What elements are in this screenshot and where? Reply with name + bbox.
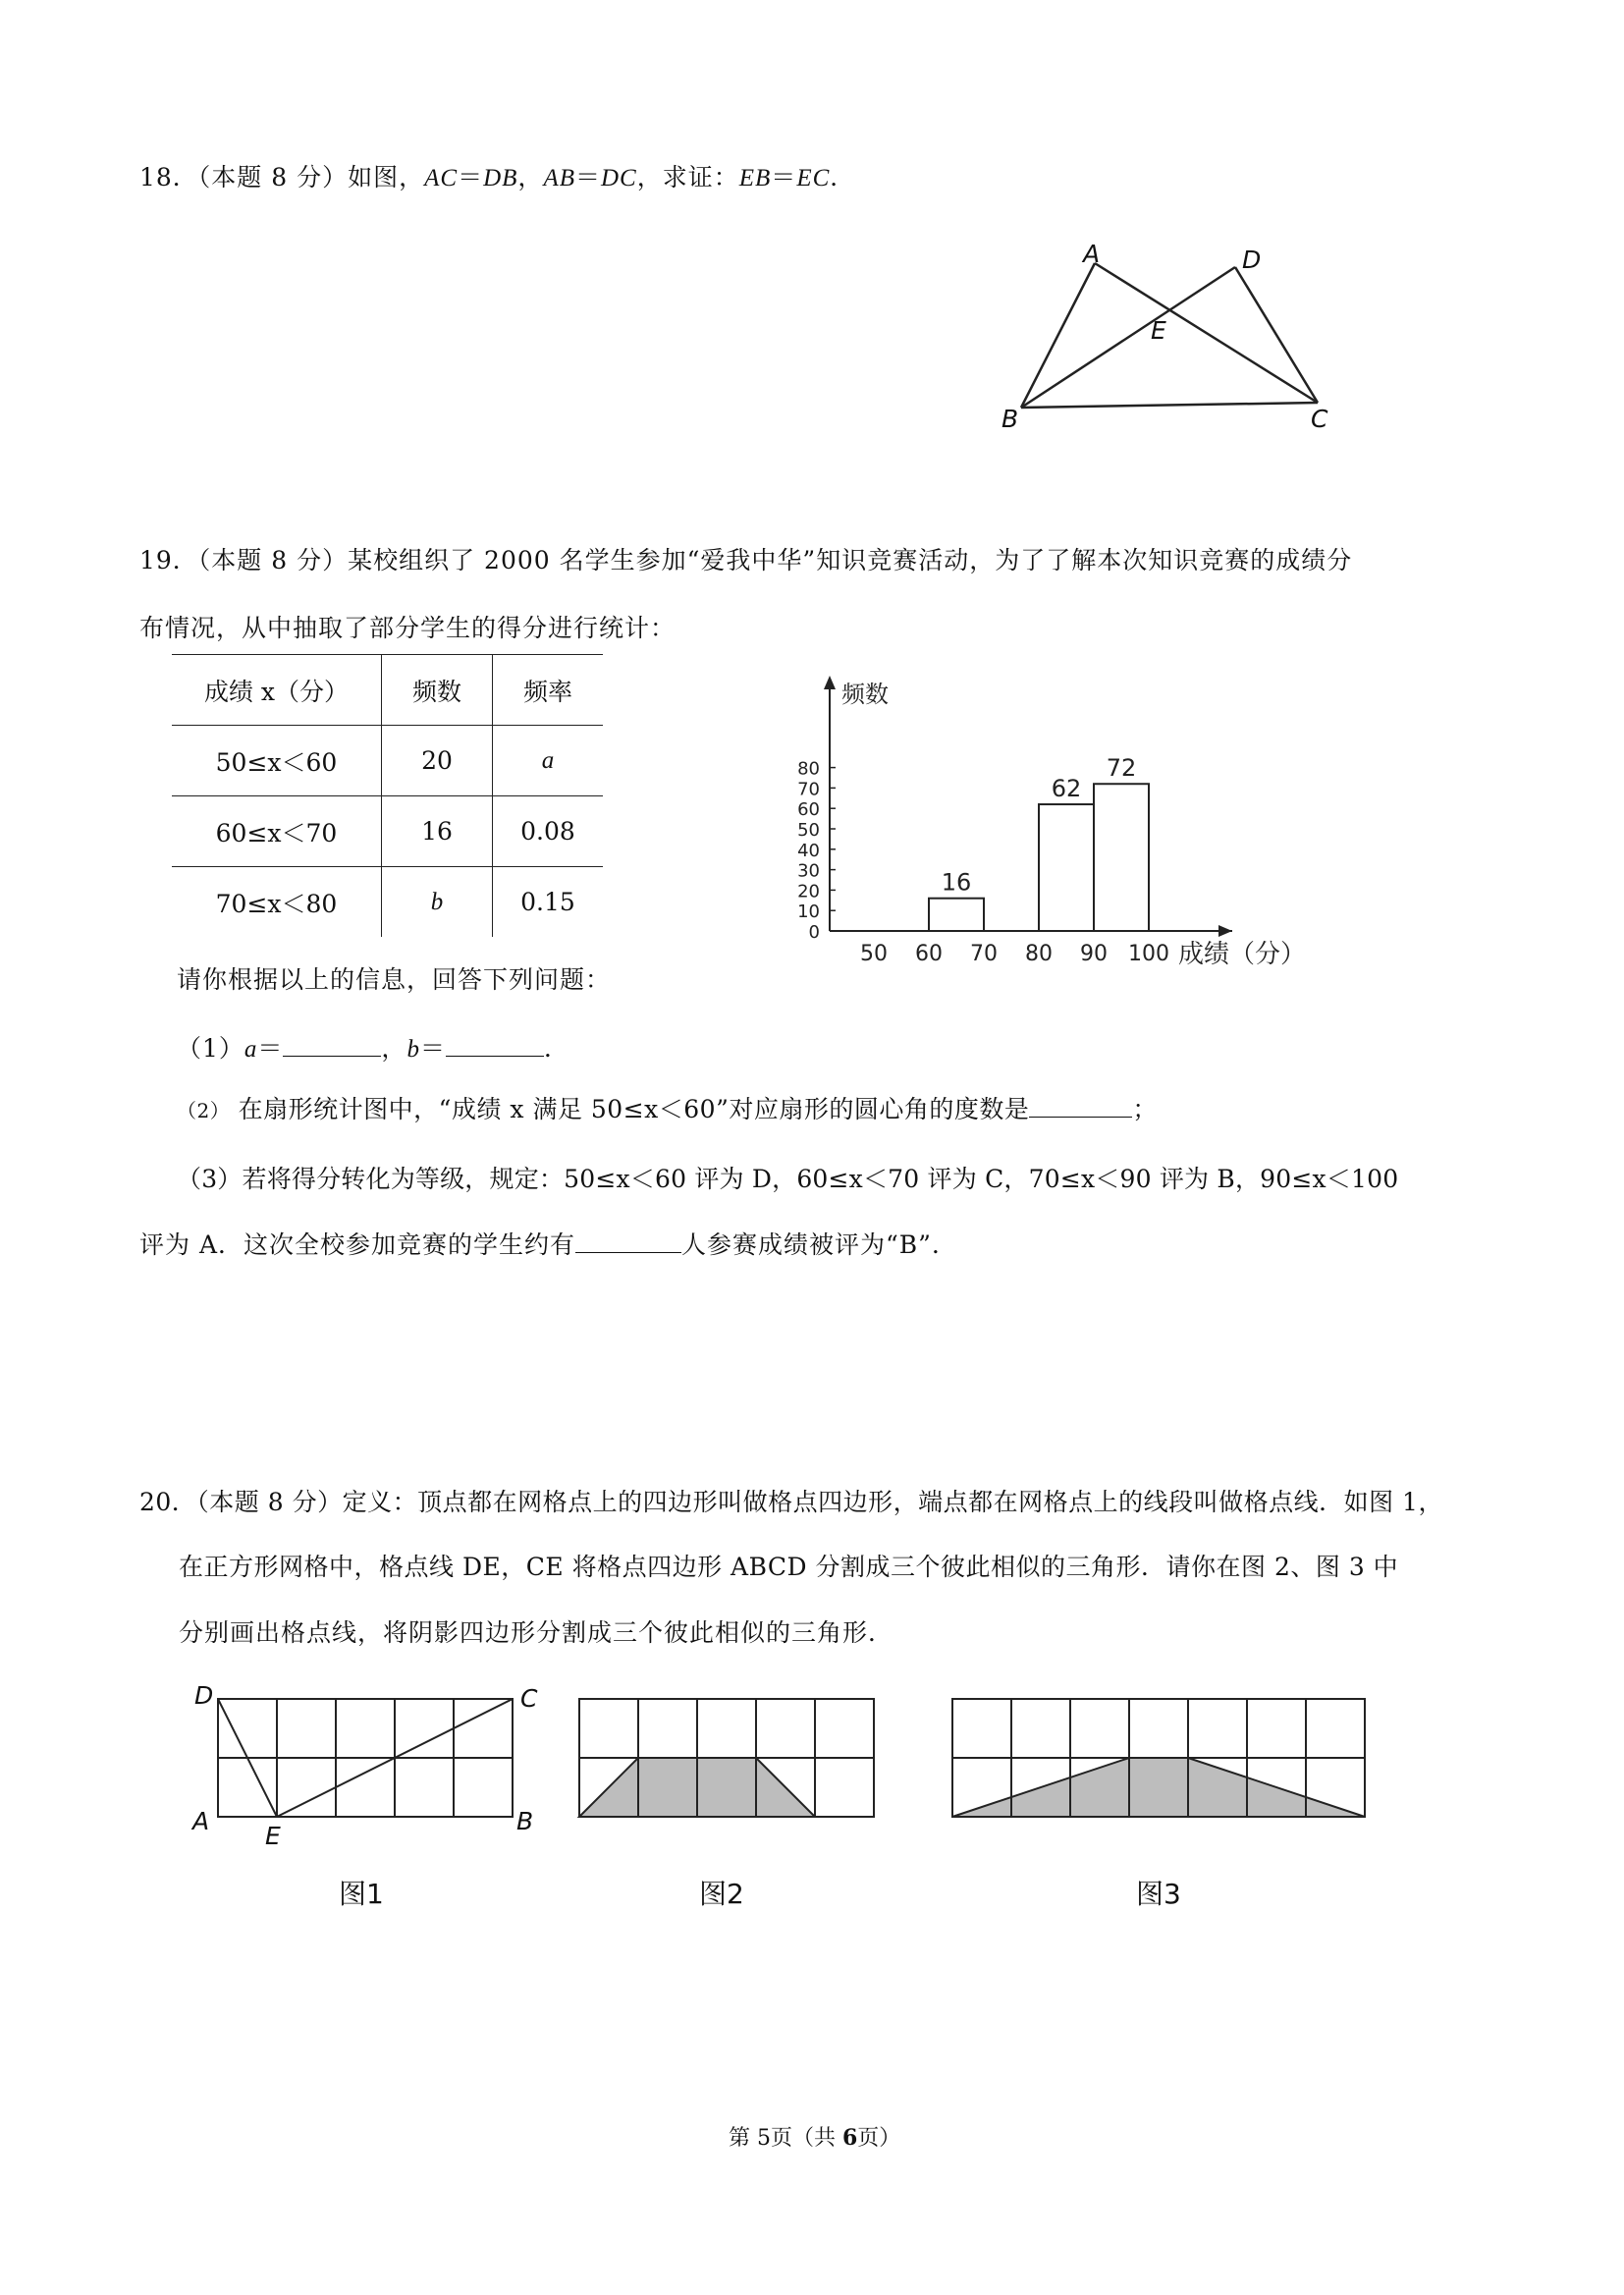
- footer-total-pages: 6: [841, 2125, 858, 2151]
- q18-text: [139, 165, 855, 191]
- point-label-e: E: [1151, 316, 1166, 345]
- q18-ac: AC: [424, 165, 459, 191]
- bar-value-label: 16: [941, 868, 972, 897]
- bar-value-label: 72: [1106, 754, 1137, 783]
- q18-figure: [982, 231, 1375, 447]
- q18-dc: DC: [601, 165, 637, 191]
- shaded-quadrilateral: [952, 1758, 1365, 1817]
- q18-sep: ，: [517, 163, 544, 191]
- x-tick-label: 80: [1025, 942, 1053, 966]
- table-cell: 60≤x＜70: [172, 796, 382, 867]
- equals: ＝: [257, 1034, 284, 1063]
- histogram-bar: [1039, 804, 1094, 931]
- figure-2-caption: 图2: [699, 1878, 744, 1910]
- y-tick-label: 60: [797, 799, 820, 821]
- answer-blank-a[interactable]: [283, 1036, 381, 1057]
- table-header: 成绩 x（分）: [172, 655, 382, 726]
- point-label-a: A: [192, 1807, 210, 1835]
- page-footer: [729, 2121, 900, 2152]
- separator: ，: [381, 1034, 407, 1063]
- x-tick-label: 100: [1128, 942, 1169, 966]
- q18-db: DB: [483, 165, 518, 191]
- bar-value-label: 62: [1051, 775, 1082, 803]
- sub3-text-a: 评为 A．这次全校参加竞赛的学生约有: [139, 1230, 576, 1259]
- q18-eb: EB: [738, 165, 772, 191]
- y-tick-label: 70: [797, 779, 820, 800]
- q19-sub3-line1: （3）若将得分转化为等级，规定：50≤x＜60 评为 D，60≤x＜70 评为 C，70≤x＜90 评为 B，90≤x＜100: [177, 1165, 1399, 1193]
- sub1-number: （1）: [177, 1034, 244, 1063]
- table-header: 频数: [382, 655, 493, 726]
- var-b: b: [406, 1036, 420, 1063]
- y-tick-label: 10: [797, 902, 820, 923]
- q19-sub1: [177, 1036, 569, 1062]
- grid-figure-2: [569, 1669, 903, 1866]
- q19-sub3-line2: [139, 1232, 957, 1257]
- period: ．: [543, 1034, 569, 1063]
- sub2-number: （2）: [177, 1099, 231, 1122]
- point-label-b: B: [1001, 405, 1019, 433]
- footer-text: 第 5页（共: [729, 2126, 842, 2151]
- answer-blank-count[interactable]: [575, 1232, 681, 1253]
- frequency-table: [172, 654, 603, 937]
- y-axis-arrow: [824, 676, 836, 689]
- table-cell: b: [382, 867, 493, 938]
- segment-db: [1021, 267, 1235, 408]
- point-label-d: D: [1242, 246, 1262, 274]
- q18-ab: AB: [543, 165, 575, 191]
- x-axis-label: 成绩（分）: [1178, 940, 1307, 969]
- answer-blank-angle[interactable]: [1029, 1097, 1132, 1118]
- point-label-d: D: [194, 1681, 214, 1710]
- sub2-text: 在扇形统计图中，“成绩 x 满足 50≤x＜60”对应扇形的圆心角的度数是: [230, 1095, 1030, 1123]
- point-label-c: C: [1311, 405, 1328, 433]
- y-tick-label: 20: [797, 881, 820, 902]
- table-cell: 0.08: [493, 796, 604, 867]
- y-tick-label: 50: [797, 820, 820, 841]
- point-label-c: C: [520, 1684, 538, 1713]
- q18-prove: ，求证：: [636, 163, 739, 191]
- q18-eq: ＝: [771, 163, 797, 191]
- semicolon: ；: [1132, 1095, 1158, 1123]
- grid-figure-1: [187, 1669, 560, 1866]
- x-tick-label: 90: [1080, 942, 1108, 966]
- footer-text: 页）: [857, 2126, 901, 2151]
- table-row: [172, 867, 603, 938]
- x-axis-arrow: [1218, 925, 1232, 937]
- table-cell: a: [493, 726, 604, 796]
- figure-1-caption: 图1: [339, 1878, 384, 1910]
- q18-ec: EC: [796, 165, 831, 191]
- q18-eq: ＝: [574, 163, 601, 191]
- y-tick-label: 30: [797, 860, 820, 882]
- x-tick-label: 60: [915, 942, 943, 966]
- y-tick-label: 0: [808, 922, 820, 943]
- table-header-row: [172, 655, 603, 726]
- q18-eq: ＝: [458, 163, 484, 191]
- segment-bc: [1021, 403, 1318, 408]
- table-header: 频率: [493, 655, 604, 726]
- point-label-e: E: [265, 1822, 281, 1850]
- x-tick-label: 50: [860, 942, 888, 966]
- point-label-b: B: [516, 1807, 534, 1835]
- segment-ab: [1021, 263, 1095, 408]
- q20-line1: 20．（本题 8 分）定义：顶点都在网格点上的四边形叫做格点四边形，端点都在网格点上的线段叫做格点线．如图 1，: [139, 1488, 1443, 1516]
- var-a: a: [244, 1036, 258, 1063]
- y-axis-label: 频数: [841, 681, 889, 708]
- table-cell: 50≤x＜60: [172, 726, 382, 796]
- q19-sub2: [177, 1097, 1158, 1121]
- q20-line3: 分别画出格点线，将阴影四边形分割成三个彼此相似的三角形．: [179, 1618, 894, 1647]
- table-cell: 20: [382, 726, 493, 796]
- y-tick-label: 80: [797, 758, 820, 780]
- sub3-text-b: 人参赛成绩被评为“B”．: [681, 1230, 957, 1259]
- table-row: [172, 796, 603, 867]
- q18-end: ．: [830, 163, 856, 191]
- q18-prefix: 18．（本题 8 分）如图，: [139, 163, 425, 191]
- figure-3-caption: 图3: [1136, 1878, 1181, 1910]
- histogram-chart: [781, 668, 1370, 977]
- equals: ＝: [419, 1034, 446, 1063]
- q19-line2: 布情况，从中抽取了部分学生的得分进行统计：: [139, 614, 677, 642]
- q19-line1: 19．（本题 8 分）某校组织了 2000 名学生参加“爱我中华”知识竞赛活动，为了了解本次知识竞赛的成绩分: [139, 546, 1353, 574]
- histogram-bar: [929, 899, 984, 931]
- table-cell: 70≤x＜80: [172, 867, 382, 938]
- answer-blank-b[interactable]: [446, 1036, 544, 1057]
- y-tick-label: 40: [797, 840, 820, 861]
- table-cell: 16: [382, 796, 493, 867]
- q19-prompt: 请你根据以上的信息，回答下列问题：: [177, 965, 612, 994]
- histogram-bar: [1094, 784, 1149, 931]
- table-cell: 0.15: [493, 867, 604, 938]
- point-label-a: A: [1083, 240, 1101, 268]
- q20-line2: 在正方形网格中，格点线 DE，CE 将格点四边形 ABCD 分割成三个彼此相似的三角形．请你在图 2、图 3 中: [179, 1553, 1399, 1581]
- table-row: [172, 726, 603, 796]
- x-tick-label: 70: [970, 942, 998, 966]
- grid-figure-3: [943, 1669, 1394, 1866]
- segment-ac: [1095, 263, 1318, 403]
- segment-dc: [1235, 267, 1318, 403]
